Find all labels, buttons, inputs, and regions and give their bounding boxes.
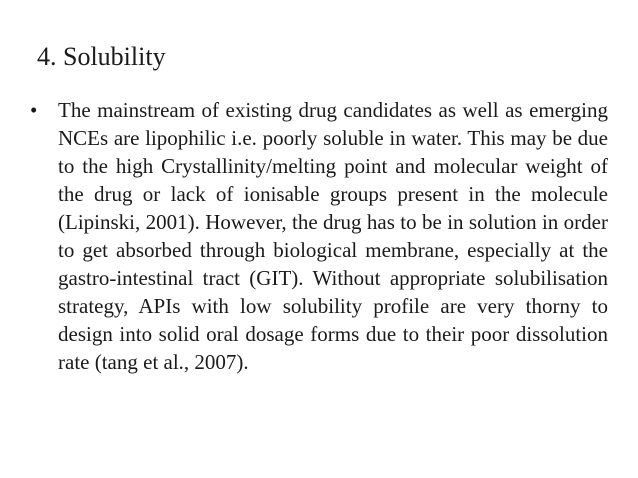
bullet-list xyxy=(30,96,608,376)
bullet-text: The mainstream of existing drug candidates as well as emerging NCEs are lipophilic i.e. poorly soluble in water. This may be due to the high Crystallinity/melting point and molecular weight of the drug or lack of ionisable groups present in the molecule (Lipinski, 2001). However, the drug has to be in solution in order to get absorbed through biological membrane, especially at the gastro-intestinal tract (GIT). Without appropriate solubilisation strategy, APIs with low solubility profile are very thorny to design into solid oral dosage forms due to their poor dissolution rate (tang et al., 2007). xyxy=(58,98,608,374)
slide-title: 4. Solubility xyxy=(37,42,166,71)
bullet-item xyxy=(30,96,608,376)
bullet-marker: • xyxy=(30,98,38,122)
